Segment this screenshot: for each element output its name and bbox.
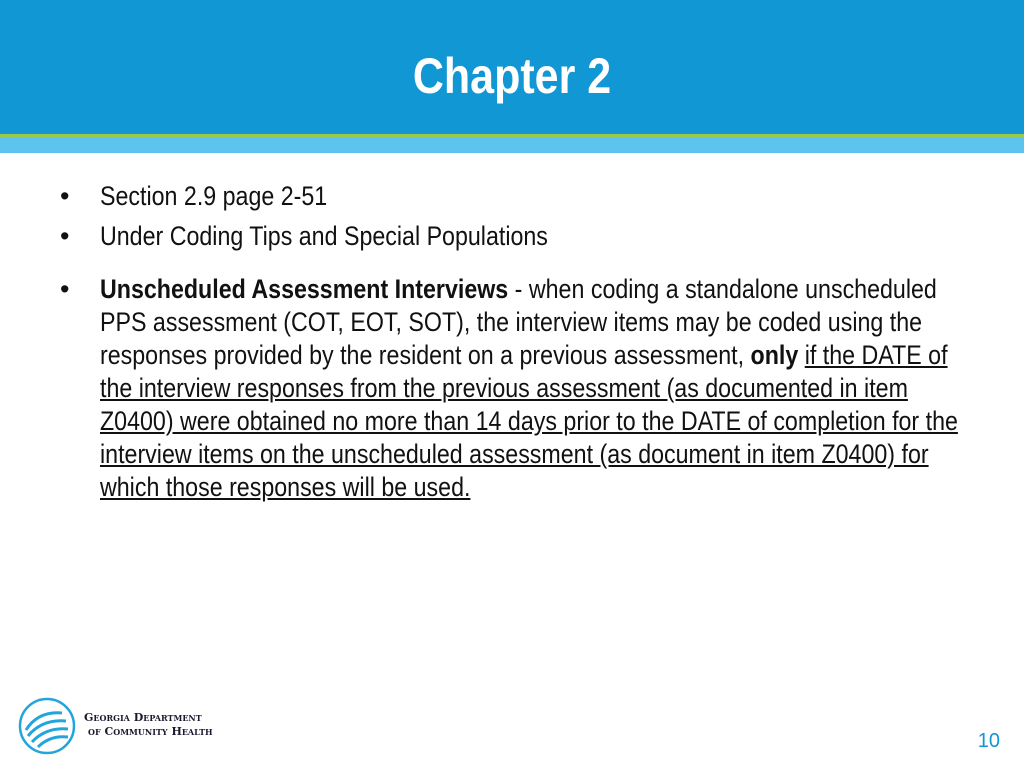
- swirl-logo-icon: [18, 697, 76, 755]
- bullet-item: [60, 273, 980, 504]
- page-number: 10: [977, 730, 1000, 752]
- header-light-band: [0, 137, 1024, 153]
- bullet-paragraph: [100, 273, 973, 504]
- org-name: [84, 711, 213, 739]
- bullet-underlined-text: if the DATE of the interview responses from the previous assessment (as documented in item Z0400) were obtained no more than 14 days prior to the DATE of completion for the interview items on the unscheduled assessment (as document in item Z0400) for which those responses will be used.: [100, 340, 958, 502]
- bullet-marker: •: [60, 181, 70, 211]
- bullet-bold-lead: Unscheduled Assessment Interviews: [100, 274, 509, 304]
- org-name-line2: of Community Health: [88, 725, 213, 738]
- bullet-list: [60, 180, 980, 504]
- org-name-line1: Georgia Department: [84, 711, 202, 724]
- bullet-body-text: - when coding a standalone unscheduled PPS assessment (COT, EOT, SOT), the interview items may be coded using the responses provided by the resident on a previous assessment,: [100, 274, 937, 370]
- bullet-item: [60, 220, 980, 253]
- bullet-text: Section 2.9 page 2-51: [100, 181, 328, 211]
- bullet-text: Under Coding Tips and Special Populations: [100, 221, 548, 251]
- bullet-marker: •: [60, 221, 70, 251]
- bullet-item: [60, 180, 980, 213]
- bullet-marker: •: [60, 274, 70, 304]
- slide-title: Chapter 2: [412, 48, 612, 104]
- bullet-bold-only: only: [750, 340, 799, 370]
